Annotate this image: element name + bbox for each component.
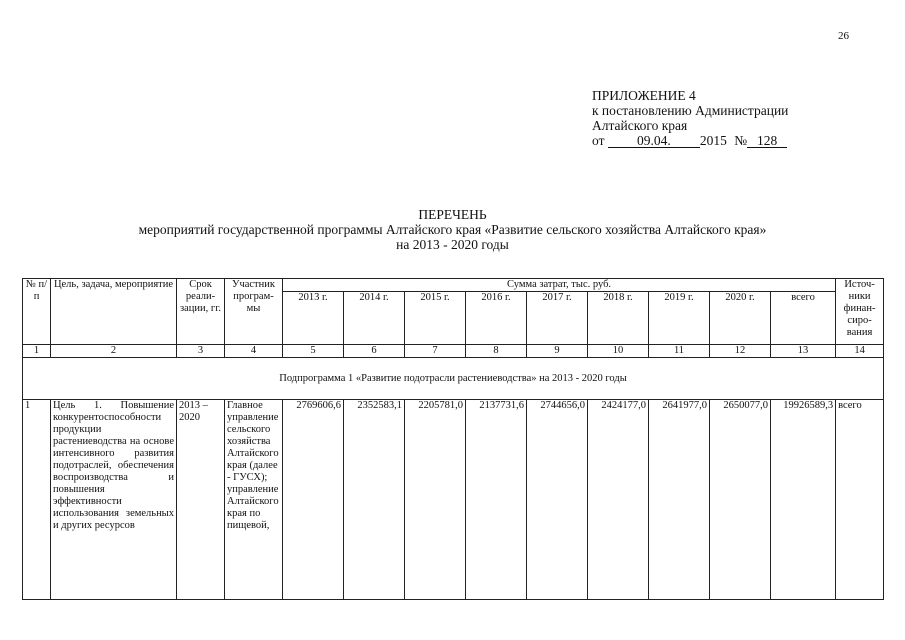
header-total: всего	[771, 292, 836, 345]
number-field: 128	[747, 134, 787, 148]
col-number: 12	[710, 345, 771, 358]
col-number: 10	[588, 345, 649, 358]
appendix-resolution: к постановлению Администрации	[592, 103, 789, 118]
header-goal: Цель, задача, мероприятие	[51, 279, 177, 345]
value-2019: 2641977,0	[649, 400, 710, 600]
header-num: № п/п	[23, 279, 51, 345]
title-line-1: ПЕРЕЧЕНЬ	[418, 207, 487, 222]
header-source: Источ-ники финан-сиро-вания	[836, 279, 884, 345]
number-label: №	[734, 133, 748, 148]
title-line-2: мероприятий государственной программы Алтайского края «Развитие сельского хозяйства Алтайского края»	[138, 222, 767, 237]
col-number: 8	[466, 345, 527, 358]
col-number: 2	[51, 345, 177, 358]
col-number: 11	[649, 345, 710, 358]
subprogram-heading: Подпрограмма 1 «Развитие подотрасли растениеводства» на 2013 - 2020 годы	[23, 358, 884, 400]
document-title	[0, 207, 905, 252]
col-number: 4	[225, 345, 283, 358]
header-year-2013: 2013 г.	[283, 292, 344, 345]
col-number: 1	[23, 345, 51, 358]
value-2013: 2769606,6	[283, 400, 344, 600]
row-participant: Главное управление сельского хозяйства Алтайского края (далее - ГУСХ); управление Алтайского края по пищевой,	[225, 400, 283, 600]
header-sum-group: Сумма затрат, тыс. руб.	[283, 279, 836, 292]
value-2017: 2744656,0	[527, 400, 588, 600]
header-year-2014: 2014 г.	[344, 292, 405, 345]
header-term: Срок реали-зации, гг.	[177, 279, 225, 345]
header-year-2018: 2018 г.	[588, 292, 649, 345]
header-participant: Участник програм-мы	[225, 279, 283, 345]
header-year-2020: 2020 г.	[710, 292, 771, 345]
col-number: 9	[527, 345, 588, 358]
col-number: 3	[177, 345, 225, 358]
value-2020: 2650077,0	[710, 400, 771, 600]
value-2014: 2352583,1	[344, 400, 405, 600]
appendix-date-line	[592, 133, 788, 148]
row-term: 2013 – 2020	[177, 400, 225, 600]
from-label: от	[592, 133, 605, 148]
row-num: 1	[23, 400, 51, 600]
value-2018: 2424177,0	[588, 400, 649, 600]
col-number: 7	[405, 345, 466, 358]
header-year-2017: 2017 г.	[527, 292, 588, 345]
col-number: 14	[836, 345, 884, 358]
value-2015: 2205781,0	[405, 400, 466, 600]
col-number: 13	[771, 345, 836, 358]
col-number: 6	[344, 345, 405, 358]
year-value: 2015	[699, 133, 727, 148]
row-source: всего	[836, 400, 884, 600]
col-number: 5	[283, 345, 344, 358]
date-field: 09.04.	[608, 134, 700, 148]
value-total: 19926589,3	[771, 400, 836, 600]
appendix-block	[592, 88, 788, 148]
appendix-region: Алтайского края	[592, 118, 688, 133]
measures-table	[22, 278, 884, 600]
row-goal: Цель 1. Повышение конкурентоспособности продукции растениеводства на основе интенсивного развития подотраслей, обеспечения воспроизводства и повышения эффективности использования земельных и других ресурсов	[51, 400, 177, 600]
page-number: 26	[838, 30, 849, 42]
header-year-2019: 2019 г.	[649, 292, 710, 345]
header-year-2016: 2016 г.	[466, 292, 527, 345]
appendix-title: ПРИЛОЖЕНИЕ 4	[592, 88, 696, 103]
title-line-3: на 2013 - 2020 годы	[396, 237, 509, 252]
value-2016: 2137731,6	[466, 400, 527, 600]
header-year-2015: 2015 г.	[405, 292, 466, 345]
